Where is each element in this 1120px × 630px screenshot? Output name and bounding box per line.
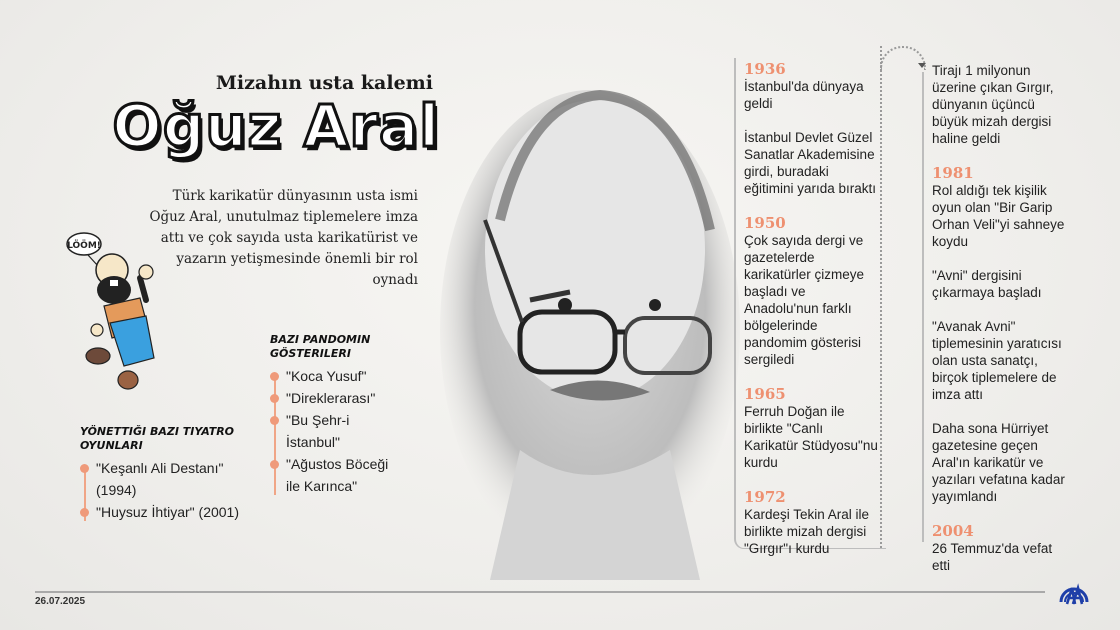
footer-divider <box>35 591 1045 593</box>
theatre-section <box>80 425 260 523</box>
timeline-text: "Avanak Avni" tiplemesinin yaratıcısı olan usta sanatçı, birçok tiplemelere de imza attı <box>932 319 1062 402</box>
timeline-year: 1972 <box>744 488 786 506</box>
timeline-text: "Avni" dergisini çıkarmaya başladı <box>932 268 1042 300</box>
timeline-rail <box>922 72 924 542</box>
aa-logo <box>1058 574 1090 606</box>
timeline-year: 1981 <box>932 164 974 182</box>
pantomime-section <box>270 333 395 497</box>
bullet-dot <box>80 464 89 473</box>
page-title: Oğuz Aral <box>112 92 440 160</box>
subtitle: Mizahın usta kalemi <box>215 72 433 94</box>
list-item: "Ağustos Böceği ile Karınca" <box>286 453 395 497</box>
bullet-dot <box>270 416 279 425</box>
timeline-text: Tirajı 1 milyonun üzerine çıkan Gırgır, dünyanın üçüncü büyük mizah dergisi haline geldi <box>932 63 1054 146</box>
pantomime-list <box>270 365 395 497</box>
list-item: "Direklerarası" <box>286 387 395 409</box>
svg-text:LÖÖM!: LÖÖM! <box>67 241 101 251</box>
timeline-text: İstanbul'da dünyaya geldi <box>744 79 864 111</box>
timeline-text: Çok sayıda dergi ve gazetelerde karikatürler çizmeye başladı ve Anadolu'nun farklı bölgelerinde pandomim gösterisi sergiledi <box>744 233 865 367</box>
list-item: "Huysuz İhtiyar" (2001) <box>96 501 260 523</box>
portrait-icon <box>440 60 740 600</box>
bullet-dot <box>270 372 279 381</box>
cartoon-icon <box>62 228 167 398</box>
cartoon-character <box>62 228 167 398</box>
timeline-text: Ferruh Doğan ile birlikte "Canlı Karikatür Stüdyosu"nu kurdu <box>744 404 878 470</box>
portrait-photo <box>440 60 740 600</box>
timeline-year: 1936 <box>744 60 786 78</box>
list-rail <box>274 373 276 495</box>
timeline-text: Rol aldığı tek kişilik oyun olan "Bir Garip Orhan Veli"yi sahneye koydu <box>932 183 1065 249</box>
bullet-dot <box>80 508 89 517</box>
timeline-text: Kardeşi Tekin Aral ile birlikte mizah dergisi "Gırgır"ı kurdu <box>744 507 870 556</box>
timeline-column-1 <box>744 60 879 574</box>
bullet-dot <box>270 460 279 469</box>
timeline-column-2 <box>932 62 1072 591</box>
aa-logo-icon <box>1058 574 1090 606</box>
pantomime-heading: BAZI PANDOMIN GÖSTERILERI <box>270 333 371 360</box>
timeline-text: 26 Temmuz'da vefat etti <box>932 541 1053 573</box>
timeline-connector <box>880 46 882 548</box>
timeline-year: 2004 <box>932 522 974 540</box>
intro-text: Türk karikatür dünyasının usta ismi Oğuz Aral, unutulmaz tiplemelere imza attı ve çok sayıda usta karikatürist ve yazarın yetişmesinde önemli bir rol oynadı <box>149 188 418 288</box>
timeline-text: İstanbul Devlet Güzel Sanatlar Akademisine girdi, buradaki eğitimini yarıda bıraktı <box>744 130 877 196</box>
timeline-year: 1950 <box>744 214 786 232</box>
list-item: "Bu Şehr-i İstanbul" <box>286 409 395 453</box>
publish-date: 26.07.2025 <box>35 596 86 607</box>
list-item: "Keşanlı Ali Destanı" (1994) <box>96 457 260 501</box>
list-item: "Koca Yusuf" <box>286 365 395 387</box>
theatre-heading: YÖNETTIĞI BAZI TIYATRO OYUNLARI <box>80 425 235 452</box>
arrow-down-icon <box>918 63 926 68</box>
timeline-year: 1965 <box>744 385 786 403</box>
timeline-text: Daha sona Hürriyet gazetesine geçen Aral'ın karikatür ve yazıları vefatına kadar yayımlandı <box>932 421 1065 504</box>
theatre-list <box>80 457 260 523</box>
bullet-dot <box>270 394 279 403</box>
